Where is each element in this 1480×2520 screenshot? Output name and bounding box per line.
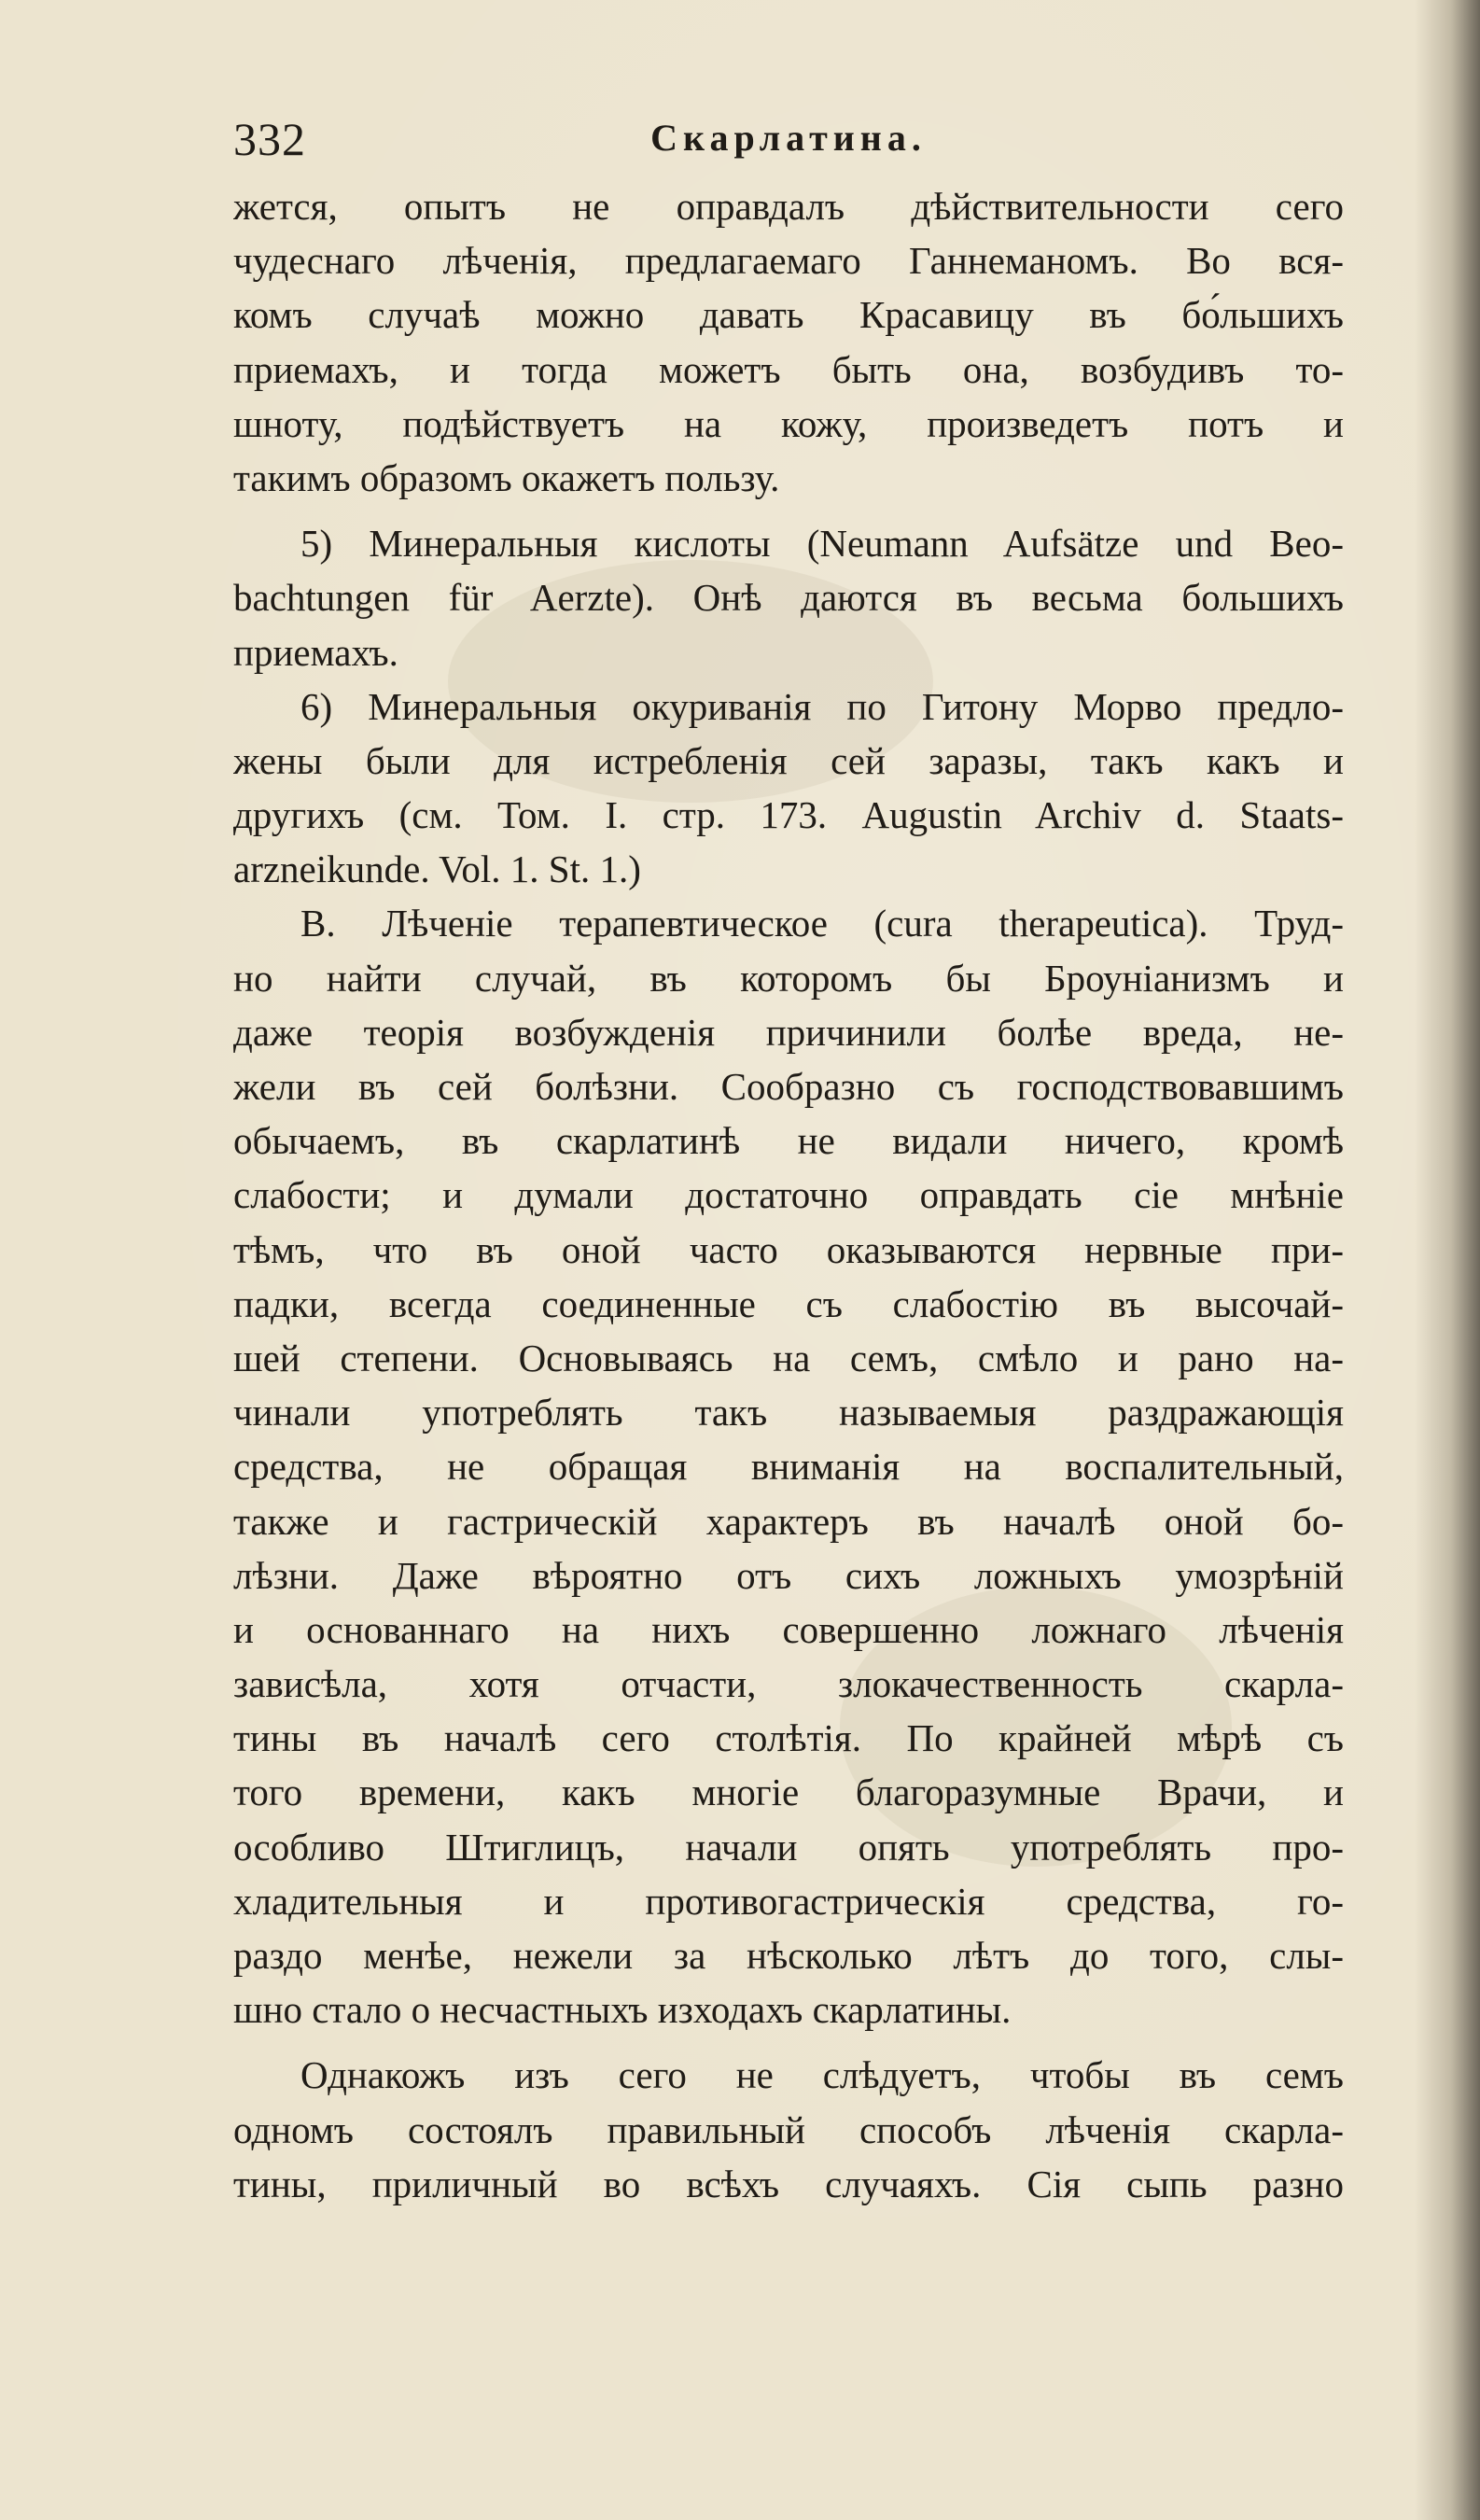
text-line: лѣзни. Даже вѣроятно отъ сихъ ложныхъ умозрѣній: [233, 1553, 1344, 1597]
text-line: падки, всегда соединенные съ слабостію въ высочай-: [233, 1281, 1344, 1325]
body-text: [233, 179, 1344, 2211]
paragraph-start-line: 5) Минеральныя кислоты (Neumann Aufsätze und Beo-: [300, 522, 1344, 566]
text-line: комъ случаѣ можно давать Красавицу въ бо́льшихъ: [233, 293, 1344, 337]
text-line: тины, приличный во всѣхъ случаяхъ. Сія сыпь разно: [233, 2162, 1344, 2205]
text-line: приемахъ.: [233, 630, 398, 674]
text-line: даже теорія возбужденія причинили болѣе вреда, не-: [233, 1010, 1344, 1054]
text-line: того времени, какъ многіе благоразумные Врачи, и: [233, 1771, 1344, 1814]
text-line: шей степени. Основываясь на семъ, смѣло и рано на-: [233, 1336, 1344, 1379]
text-line: шно стало о несчастныхъ изходахъ скарлатины.: [233, 1988, 1012, 2032]
paragraph-start-line: 6) Минеральныя окуриванія по Гитону Морво предло-: [300, 684, 1344, 728]
text-line: хладительныя и противогастрическія средства, го-: [233, 1879, 1344, 1923]
running-head-title: Скарлатина.: [650, 117, 927, 159]
text-line: слабости; и думали достаточно оправдать сіе мнѣніе: [233, 1173, 1344, 1217]
text-line: жели въ сей болѣзни. Сообразно съ господствовавшимъ: [233, 1065, 1344, 1108]
text-line: bachtungen für Aerzte). Онѣ даются въ весьма большихъ: [233, 576, 1344, 620]
text-line: жены были для истребленія сей заразы, такъ какъ и: [233, 738, 1344, 782]
text-line: особливо Штиглицъ, начали опять употреблять про-: [233, 1825, 1344, 1869]
paragraph-start-line: Однакожъ изъ сего не слѣдуетъ, чтобы въ семъ: [300, 2053, 1344, 2097]
text-line: чинали употреблять такъ называемыя раздражающія: [233, 1391, 1344, 1435]
text-line: одномъ состоялъ правильный способъ лѣченія скарла-: [233, 2107, 1344, 2151]
text-line: приемахъ, и тогда можетъ быть она, возбудивъ то-: [233, 347, 1344, 391]
page-number: 332: [233, 113, 306, 165]
text-line: средства, не обращая вниманія на воспалительный,: [233, 1445, 1344, 1489]
text-line: arzneikunde. Vol. 1. St. 1.): [233, 847, 641, 891]
text-line: но найти случай, въ которомъ бы Броуніанизмъ и: [233, 956, 1344, 1000]
text-line: зависѣла, хотя отчасти, злокачественность скарла-: [233, 1662, 1344, 1706]
text-line: чудеснаго лѣченія, предлагаемаго Ганнеманомъ. Во вся-: [233, 239, 1344, 283]
text-line: и основаннаго на нихъ совершенно ложнаго лѣченія: [233, 1607, 1344, 1651]
page-spine-shadow: [1415, 0, 1480, 2520]
text-line: раздо менѣе, нежели за нѣсколько лѣтъ до того, слы-: [233, 1934, 1344, 1977]
text-line: тины въ началѣ сего столѣтія. По крайней мѣрѣ съ: [233, 1716, 1344, 1760]
text-line: жется, опытъ не оправдалъ дѣйствительности сего: [233, 185, 1344, 228]
paragraph-start-line: В. Лѣченіе терапевтическое (cura therapeutica). Труд-: [300, 902, 1344, 945]
text-line: также и гастрическій характеръ въ началѣ оной бо-: [233, 1499, 1344, 1543]
text-line: тѣмъ, что въ оной часто оказываются нервные при-: [233, 1227, 1344, 1271]
text-line: другихъ (см. Том. I. стр. 173. Augustin Archiv d. Staats-: [233, 793, 1344, 837]
text-line: такимъ образомъ окажетъ пользу.: [233, 455, 780, 499]
text-line: шноту, подѣйствуетъ на кожу, произведетъ потъ и: [233, 401, 1344, 445]
text-line: обычаемъ, въ скарлатинѣ не видали ничего, кромѣ: [233, 1119, 1344, 1163]
page-header: [233, 112, 1344, 177]
